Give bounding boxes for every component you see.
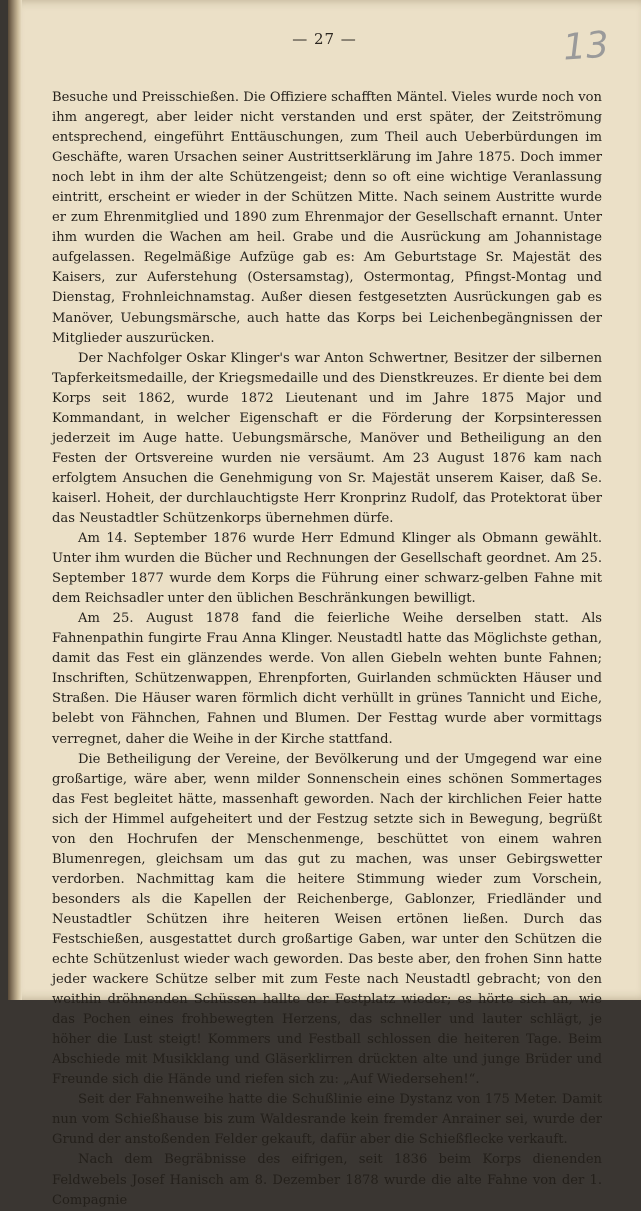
- handwritten-folio-mark: 13: [561, 24, 611, 69]
- body-text: [52, 88, 602, 1211]
- paragraph: Seit der Fahnenweihe hatte die Schußlinie eine Dystanz von 175 Meter. Damit nun vom Schießhause bis zum Waldesrande kein fremder Anrainer sei, wurde der Grund der anstoßenden Felder gekauft, dafür aber die Schießflecke verkauft.: [52, 1092, 602, 1148]
- paragraph: Am 14. September 1876 wurde Herr Edmund Klinger als Obmann gewählt. Unter ihm wurden die Bücher und Rechnungen der Gesellschaft geordnet. Am 25. September 1877 wurde dem Korps die Führung einer schwarz-gelben Fahne mit dem Reichsadler unter den üblichen Beschränkungen bewilligt.: [52, 531, 602, 607]
- paragraph: Besuche und Preisschießen. Die Offiziere schafften Mäntel. Vieles wurde noch von ihm angeregt, aber leider nicht verstanden und erst später, der Zeitströmung entsprechend, eingeführt Enttäuschungen, zum Theil auch Ueberbürdungen im Geschäfte, waren Ursachen seiner Austrittserklärung im Jahre 1875. Doch immer noch lebt in ihm der alte Schützengeist; denn so oft eine wichtige Veranlassung eintritt, erscheint er wieder in der Schützen Mitte. Nach seinem Austritte wurde er zum Ehrenmitglied und 1890 zum Ehrenmajor der Gesellschaft ernannt. Unter ihm wurden die Wachen am heil. Grabe und die Ausrückung am Johannistage aufgelassen. Regelmäßige Aufzüge gab es: Am Geburtstage Sr. Majestät des Kaisers, zur Auferstehung (Ostersamstag), Ostermontag, Pfingst-Montag und Dienstag, Frohnleichnamstag. Außer diesen festgesetzten Ausrückungen gab es Manöver, Uebungsmärsche, auch hatte das Korps bei Leichenbegängnissen der Mitglieder auszurücken.: [52, 90, 602, 346]
- paragraph: Der Nachfolger Oskar Klinger's war Anton Schwertner, Besitzer der silbernen Tapferkeitsmedaille, der Kriegsmedaille und des Dienstkreuzes. Er diente bei dem Korps seit 1862, wurde 1872 Lieutenant und im Jahre 1875 Major und Kommandant, in welcher Eigenschaft er die Förderung der Korpsinteressen jederzeit im Auge hatte. Uebungsmärsche, Manöver und Betheiligung an den Festen der Ortsvereine wurden nie versäumt. Am 23 August 1876 kam nach erfolgtem Ansuchen die Genehmigung von Sr. Majestät unserem Kaiser, daß Se. kaiserl. Hoheit, der durchlauchtigste Herr Kronprinz Rudolf, das Protektorat über das Neustadtler Schützenkorps übernehmen dürfe.: [52, 350, 602, 526]
- paragraph: Die Betheiligung der Vereine, der Bevölkerung und der Umgegend war eine großartige, wäre aber, wenn milder Sonnenschein eines schönen Sommertages das Fest begleitet hätte, massenhaft geworden. Nach der kirchlichen Feier hatte sich der Himmel aufgeheitert und der Festzug setzte sich in Bewegung, begrüßt von den Hochrufen der Menschenmenge, beschüttet von einem wahren Blumenregen, gleichsam um das gut zu machen, was unser Gebirgswetter verdorben. Nachmittag kam die heitere Stimmung wieder zum Vorschein, besonders als die Kapellen der Reichenberge, Gablonzer, Friedländer und Neustadtler Schützen ihre heiteren Weisen ertönen ließen. Durch das Festschießen, ausgestattet durch großartige Gaben, war unter den Schützen die echte Schützenlust wieder wach geworden. Das beste aber, den frohen Sinn hatte jeder wackere Schütze selber mit zum Feste nach Neustadtl gebracht; von den weithin dröhnenden Schüssen hallte der Festplatz wieder; es hörte sich an, wie das Pochen eines frohbewegten Herzens, das schneller und lauter schlägt, je höher die Lust steigt! Kommers und Festball schlossen die heiteren Tage. Beim Abschiede mit Musikklang und Gläserklirren drückten alte und junge Brüder und Freunde sich die Hände und riefen sich zu: „Auf Wiedersehen!“.: [52, 751, 602, 1088]
- page-binding-shadow: [8, 0, 22, 1000]
- paragraph: Nach dem Begräbnisse des eifrigen, seit 1836 beim Korps dienenden Feldwebels Josef Hanisch am 8. Dezember 1878 wurde die alte Fahne von der 1. Compagnie: [52, 1152, 602, 1208]
- paragraph: Am 25. August 1878 fand die feierliche Weihe derselben statt. Als Fahnenpathin fungirte Frau Anna Klinger. Neustadtl hatte das Möglichste gethan, damit das Fest ein glänzendes werde. Von allen Giebeln wehten bunte Fahnen; Inschriften, Schützenwappen, Ehrenpforten, Guirlanden schmückten Häuser und Straßen. Die Häuser waren förmlich dicht verhüllt in grünes Tannicht und Eiche, belebt von Fähnchen, Fahnen und Blumen. Der Festtag wurde aber vormittags verregnet, daher die Weihe in der Kirche stattfand.: [52, 611, 602, 747]
- page-number: — 27 —: [292, 30, 357, 48]
- book-page: [8, 0, 641, 1208]
